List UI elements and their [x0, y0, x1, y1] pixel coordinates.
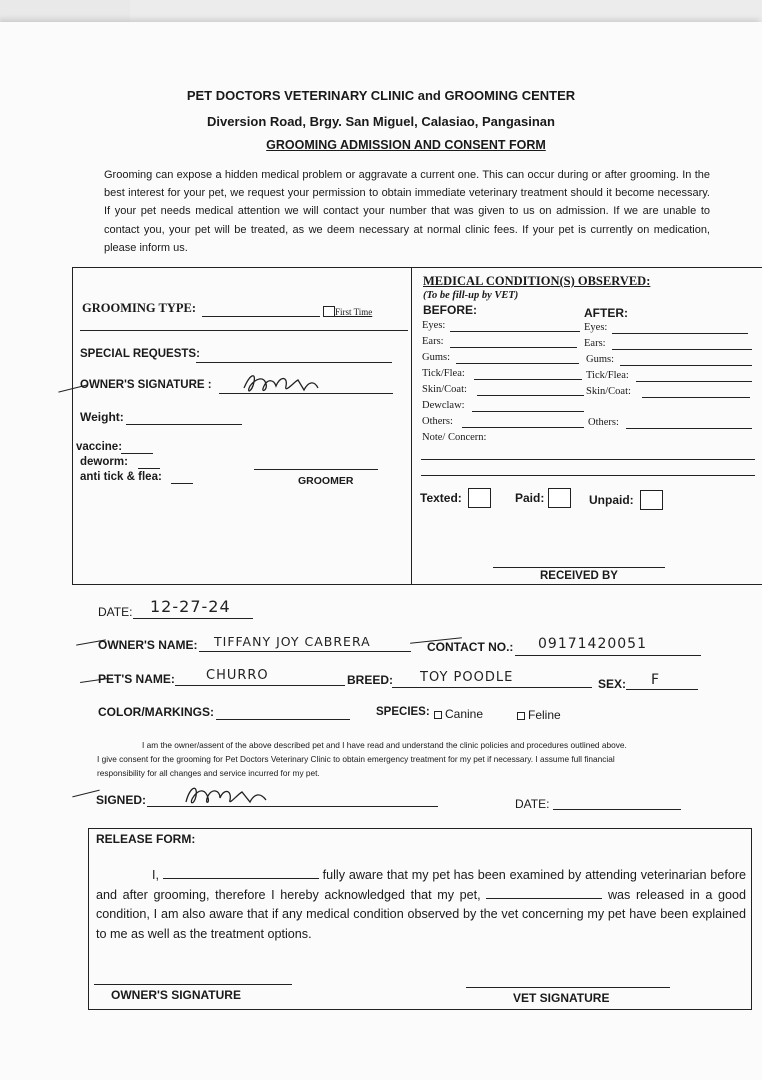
release-i: I, — [152, 868, 159, 882]
before-tick-field[interactable] — [474, 379, 582, 380]
before-label: BEFORE: — [423, 303, 477, 317]
before-dewclaw-label: Dewclaw: — [422, 400, 465, 411]
before-eyes-label: Eyes: — [422, 320, 446, 331]
before-skin-field[interactable] — [477, 395, 584, 396]
contact-value: 09171420051 — [538, 636, 647, 652]
vet-signature-label: VET SIGNATURE — [513, 991, 610, 1005]
release-vet-signature-field[interactable] — [466, 987, 670, 988]
release-owner-name-field[interactable] — [163, 866, 319, 879]
breed-label: BREED: — [347, 673, 394, 687]
after-tick-field[interactable] — [636, 381, 752, 382]
intro-paragraph: Grooming can expose a hidden medical problem or aggravate a current one. This can occur during or after grooming. In the best interest for your pet, we request your permission to obtain immediate veterinary treatment should it become necessary. If your pet needs medical attention we will contact your number that was given to us on admission. If we are unable to contact you, your pet will be treated, as we deem necessary at normal clinic fees. If your pet is currently on medication, please inform us. — [104, 169, 710, 254]
vaccine-label: vaccine: — [76, 441, 123, 453]
before-gums-field[interactable] — [456, 363, 579, 364]
canine-label: Canine — [445, 707, 484, 721]
after-others-label: Others: — [588, 417, 619, 428]
date-field[interactable] — [133, 618, 253, 619]
release-owner-signature-field[interactable] — [94, 984, 292, 985]
unpaid-label: Unpaid: — [589, 493, 634, 507]
paid-label: Paid: — [515, 491, 545, 505]
canine-checkbox[interactable] — [434, 711, 442, 719]
panel-divider — [411, 267, 412, 584]
before-ears-label: Ears: — [422, 336, 444, 347]
contact-label: CONTACT NO.: — [427, 640, 514, 654]
grooming-type-field-2[interactable] — [80, 330, 408, 331]
anti-tick-field[interactable] — [171, 483, 193, 484]
release-paragraph — [96, 866, 746, 944]
after-skin-label: Skin/Coat: — [586, 386, 631, 397]
consent-line-3: responsibility for all changes and service incurred for my pet. — [97, 768, 320, 778]
consent-line-1: I am the owner/assent of the above described pet and I have read and understand the clinic policies and procedures outlined above. — [142, 740, 627, 750]
after-eyes-label: Eyes: — [584, 322, 608, 333]
texted-label: Texted: — [420, 491, 462, 505]
after-ears-field[interactable] — [612, 349, 752, 350]
note-concern-field-2[interactable] — [421, 475, 755, 476]
grooming-type-field[interactable] — [202, 316, 320, 317]
paper-stack-edge — [130, 0, 762, 23]
grooming-type-label: GROOMING TYPE: — [82, 301, 197, 315]
after-ears-label: Ears: — [584, 338, 606, 349]
unpaid-checkbox[interactable] — [640, 490, 663, 510]
after-others-field[interactable] — [626, 428, 752, 429]
breed-value: TOY POODLE — [420, 670, 514, 685]
after-tick-label: Tick/Flea: — [586, 370, 629, 381]
form-title: GROOMING ADMISSION AND CONSENT FORM — [266, 138, 546, 152]
date-value: 12-27-24 — [150, 597, 231, 616]
before-skin-label: Skin/Coat: — [422, 384, 467, 395]
vaccine-field[interactable] — [121, 453, 153, 454]
after-skin-field[interactable] — [642, 397, 750, 398]
groomer-label: GROOMER — [298, 475, 354, 487]
before-others-label: Others: — [422, 416, 453, 427]
received-by-field[interactable] — [493, 567, 665, 568]
consent-date-label: DATE: — [515, 797, 550, 811]
color-markings-field[interactable] — [216, 719, 350, 720]
before-others-field[interactable] — [462, 427, 584, 428]
first-time-label: First Time — [335, 307, 373, 317]
release-text-b: was released in a good condition, I am also aware that if any medical condition observed by the vet concerning my pet have been explained to me as well as the treatment options. — [96, 887, 747, 941]
pet-name-label: PET'S NAME: — [98, 672, 175, 686]
contact-field[interactable] — [515, 655, 701, 656]
form-page — [0, 22, 762, 1080]
medical-subtitle: (To be fill-up by VET) — [423, 290, 519, 301]
consent-date-field[interactable] — [553, 809, 681, 810]
before-gums-label: Gums: — [422, 352, 451, 363]
consent-line-2: I give consent for the grooming for Pet Doctors Veterinary Clinic to obtain emergency treatment for my pet if necessary. I assume full financial — [97, 754, 615, 764]
clinic-address: Diversion Road, Brgy. San Miguel, Calasiao, Pangasinan — [207, 114, 555, 129]
sex-value: F — [651, 672, 661, 688]
after-gums-label: Gums: — [586, 354, 615, 365]
after-eyes-field[interactable] — [612, 333, 748, 334]
release-pet-name-field[interactable] — [486, 886, 602, 899]
before-dewclaw-field[interactable] — [472, 411, 584, 412]
paid-checkbox[interactable] — [548, 488, 571, 508]
before-eyes-field[interactable] — [450, 331, 580, 332]
clinic-name: PET DOCTORS VETERINARY CLINIC and GROOMING CENTER — [186, 88, 576, 103]
groomer-signature-field[interactable] — [254, 469, 378, 470]
release-owner-signature-label: OWNER'S SIGNATURE — [111, 988, 241, 1002]
note-concern-field-1[interactable] — [421, 459, 755, 460]
first-time-checkbox[interactable] — [323, 306, 335, 317]
signed-label: SIGNED: — [96, 793, 147, 807]
special-requests-field[interactable] — [196, 362, 392, 363]
deworm-label: deworm: — [80, 456, 128, 468]
owner-name-label: OWNER'S NAME: — [98, 638, 198, 652]
deworm-field[interactable] — [138, 468, 160, 469]
medical-title: MEDICAL CONDITION(S) OBSERVED: — [423, 274, 651, 288]
before-tick-label: Tick/Flea: — [422, 368, 465, 379]
feline-checkbox[interactable] — [517, 712, 525, 720]
weight-field[interactable] — [126, 424, 242, 425]
pet-name-value: CHURRO — [206, 668, 269, 683]
sex-field[interactable] — [626, 689, 698, 690]
release-title: RELEASE FORM: — [96, 832, 196, 846]
color-markings-label: COLOR/MARKINGS: — [98, 705, 214, 719]
weight-label: Weight: — [80, 410, 124, 424]
species-label: SPECIES: — [376, 706, 430, 718]
release-text-a: fully aware that my pet has been examined by attending veterinarian before and after grooming, therefore I hereby acknowledged that my pet, — [96, 868, 747, 902]
after-gums-field[interactable] — [620, 365, 752, 366]
note-concern-label: Note/ Concern: — [422, 432, 487, 443]
texted-checkbox[interactable] — [468, 488, 491, 508]
before-ears-field[interactable] — [450, 347, 577, 348]
owner-signature-label: OWNER'S SIGNATURE : — [80, 379, 212, 391]
date-label: DATE: — [98, 605, 133, 619]
owner-name-value: TIFFANY JOY CABRERA — [214, 634, 371, 649]
after-label: AFTER: — [584, 306, 628, 320]
breed-field[interactable] — [392, 687, 592, 688]
received-by-label: RECEIVED BY — [540, 570, 618, 582]
sex-label: SEX: — [598, 677, 627, 691]
consent-signature-scribble — [180, 780, 270, 810]
anti-tick-label: anti tick & flea: — [80, 471, 162, 483]
owner-signature-scribble — [238, 368, 324, 398]
pet-name-field[interactable] — [175, 685, 345, 686]
special-requests-label: SPECIAL REQUESTS: — [80, 348, 200, 360]
feline-label: Feline — [528, 708, 561, 722]
owner-name-field[interactable] — [199, 651, 411, 652]
